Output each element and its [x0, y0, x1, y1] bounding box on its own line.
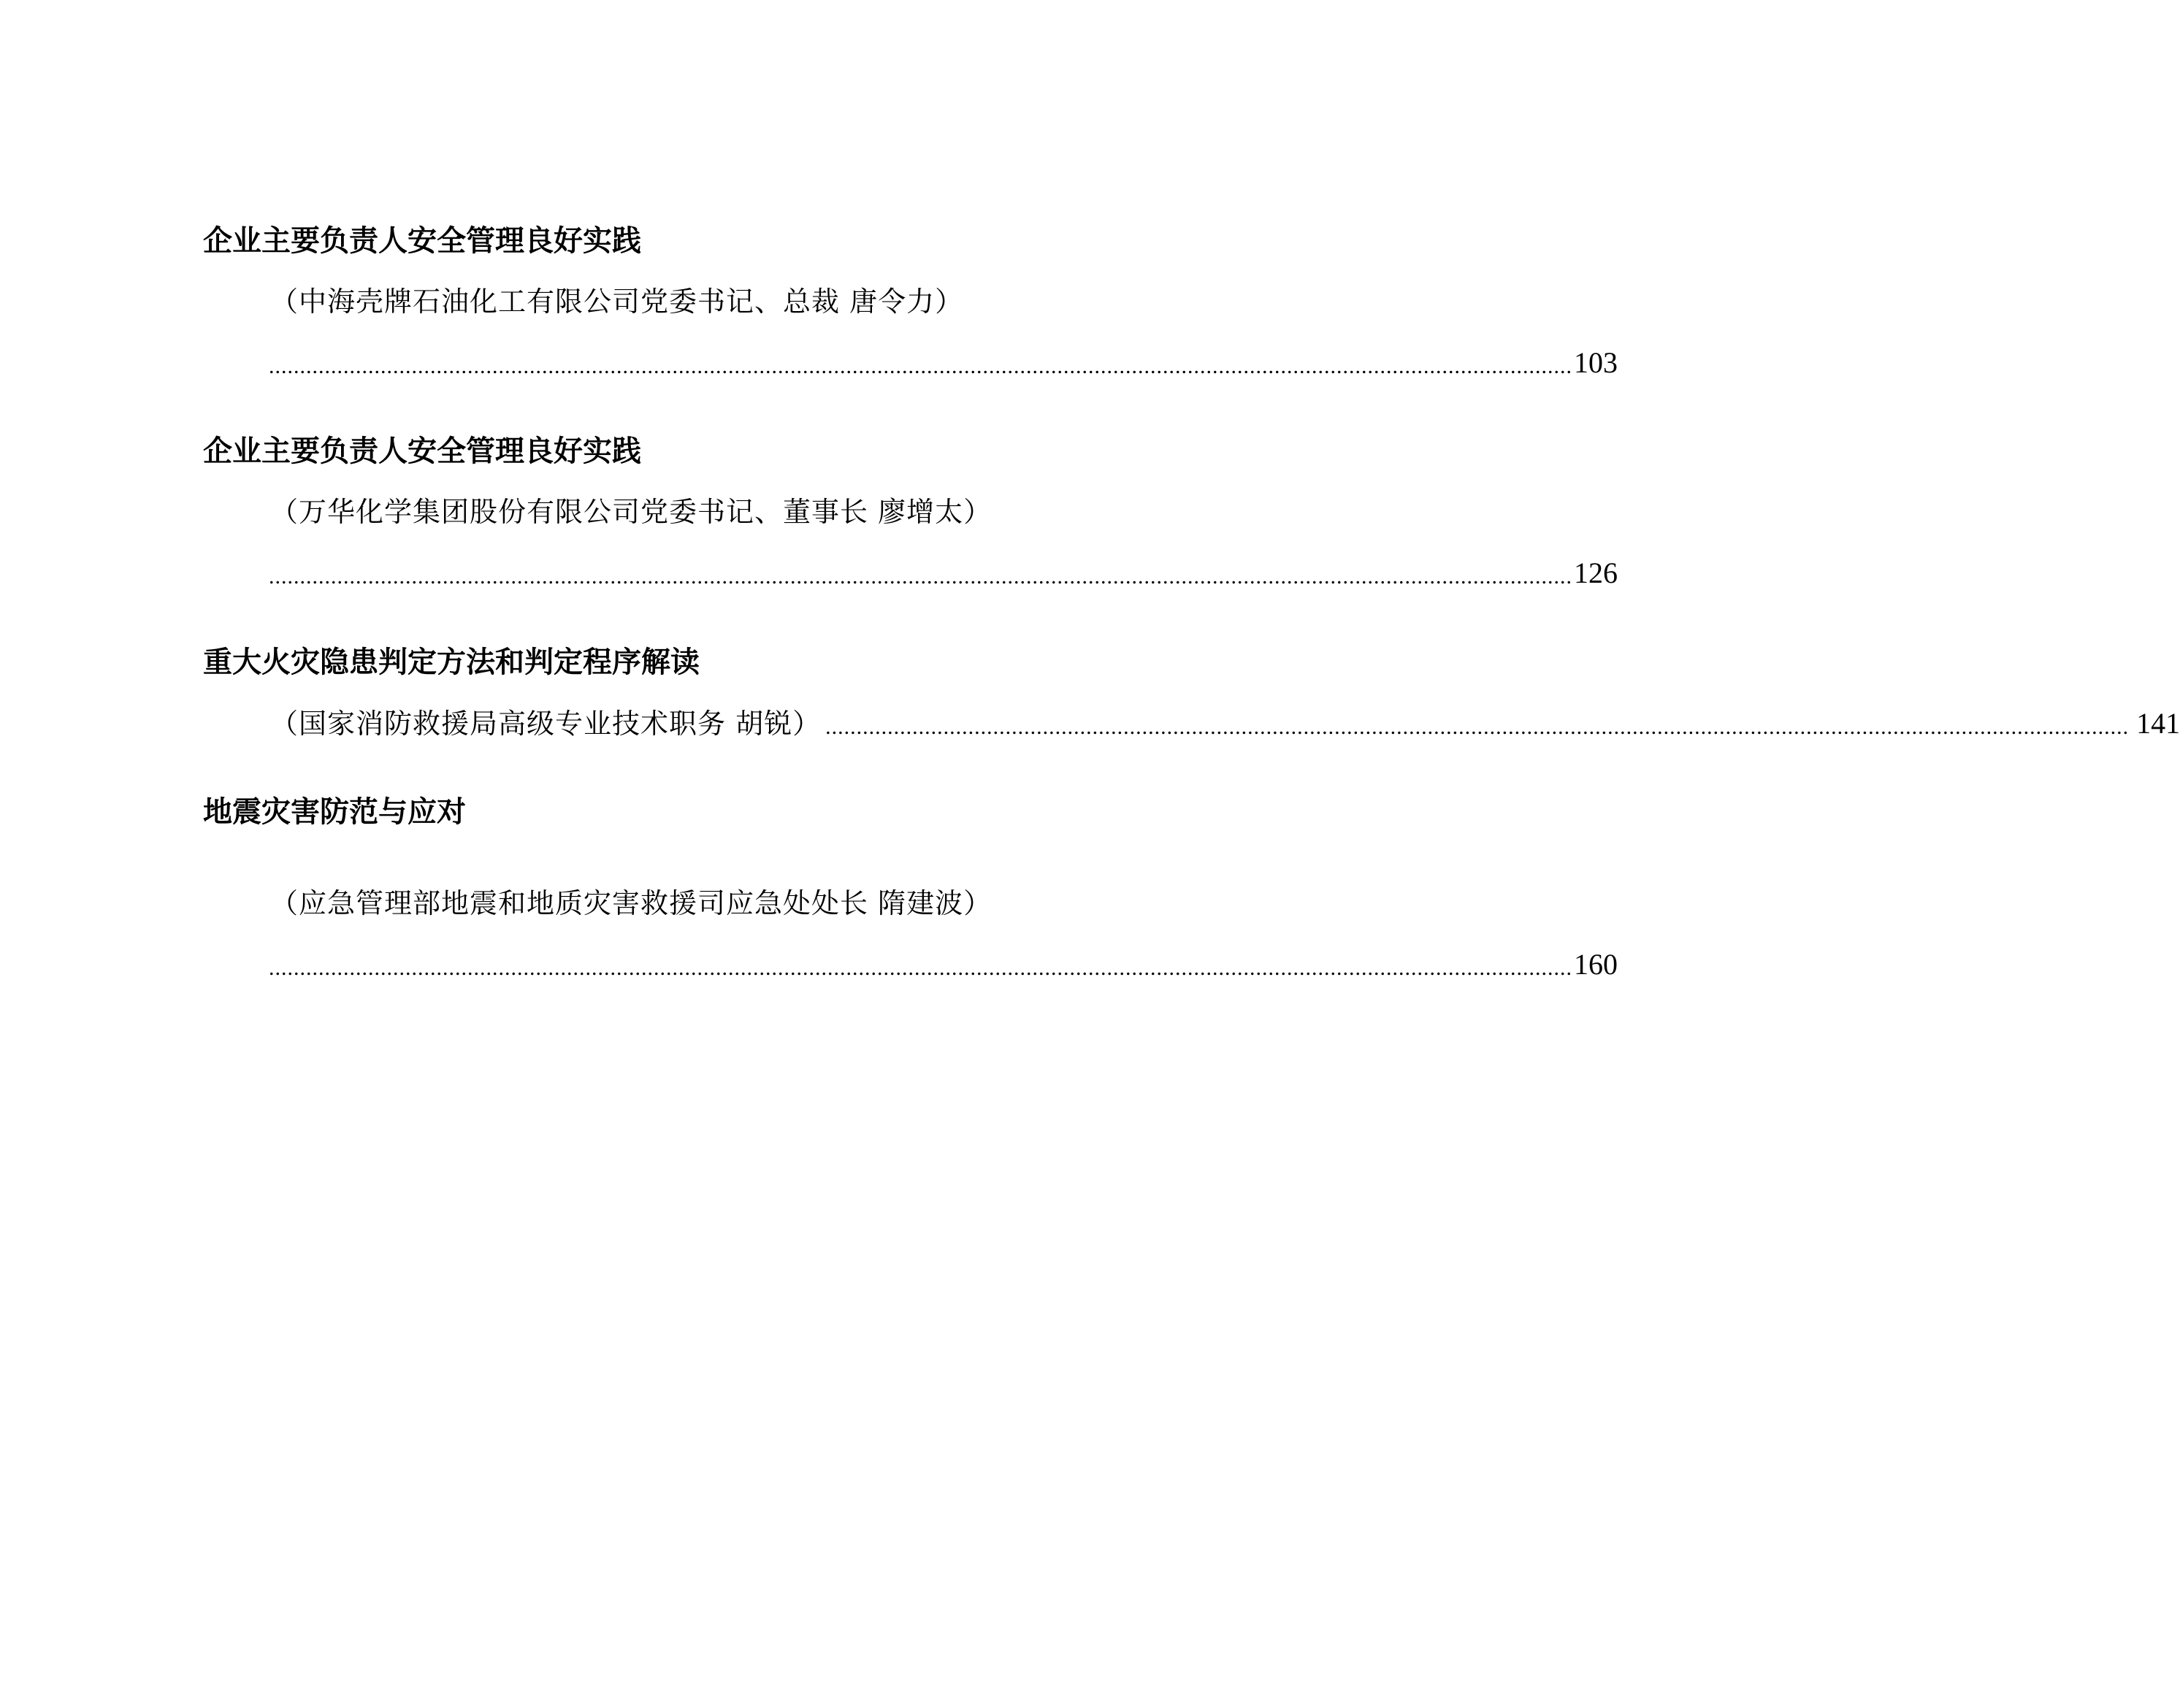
toc-entry-author: （中海壳牌石油化工有限公司党委书记、总裁 唐令力）: [270, 286, 964, 318]
toc-entry-title: 重大火灾隐患判定方法和判定程序解读: [203, 646, 700, 679]
toc-page-number: 160: [1574, 948, 1618, 981]
toc-entry-title: 地震灾害防范与应对: [203, 795, 466, 829]
toc-entry-author: （万华化学集团股份有限公司党委书记、董事长 廖增太）: [270, 496, 993, 528]
toc-page-number: 103: [1574, 346, 1618, 379]
toc-page-number: 141: [2136, 707, 2180, 740]
toc-leader-row: [270, 705, 2180, 742]
toc-page-number: 126: [1574, 556, 1618, 589]
dot-leader: ..................................................................................................................................................................................................................: [825, 715, 2130, 739]
toc-leader-row: [269, 555, 1618, 591]
toc-leader-row: [269, 345, 1618, 381]
dot-leader: ..................................................................................................................................................................................................................: [269, 956, 1572, 980]
toc-entry-author: （国家消防救援局高级专业技术职务 胡锐）: [270, 708, 822, 740]
toc-entry-title: 企业主要负责人安全管理良好实践: [203, 224, 641, 258]
toc-entry-title: 企业主要负责人安全管理良好实践: [203, 434, 641, 468]
toc-entry-author: （应急管理部地震和地质灾害救援司应急处处长 隋建波）: [270, 887, 993, 919]
dot-leader: ..................................................................................................................................................................................................................: [269, 354, 1572, 378]
toc-leader-row: [269, 946, 1618, 983]
dot-leader: ..................................................................................................................................................................................................................: [269, 564, 1572, 589]
